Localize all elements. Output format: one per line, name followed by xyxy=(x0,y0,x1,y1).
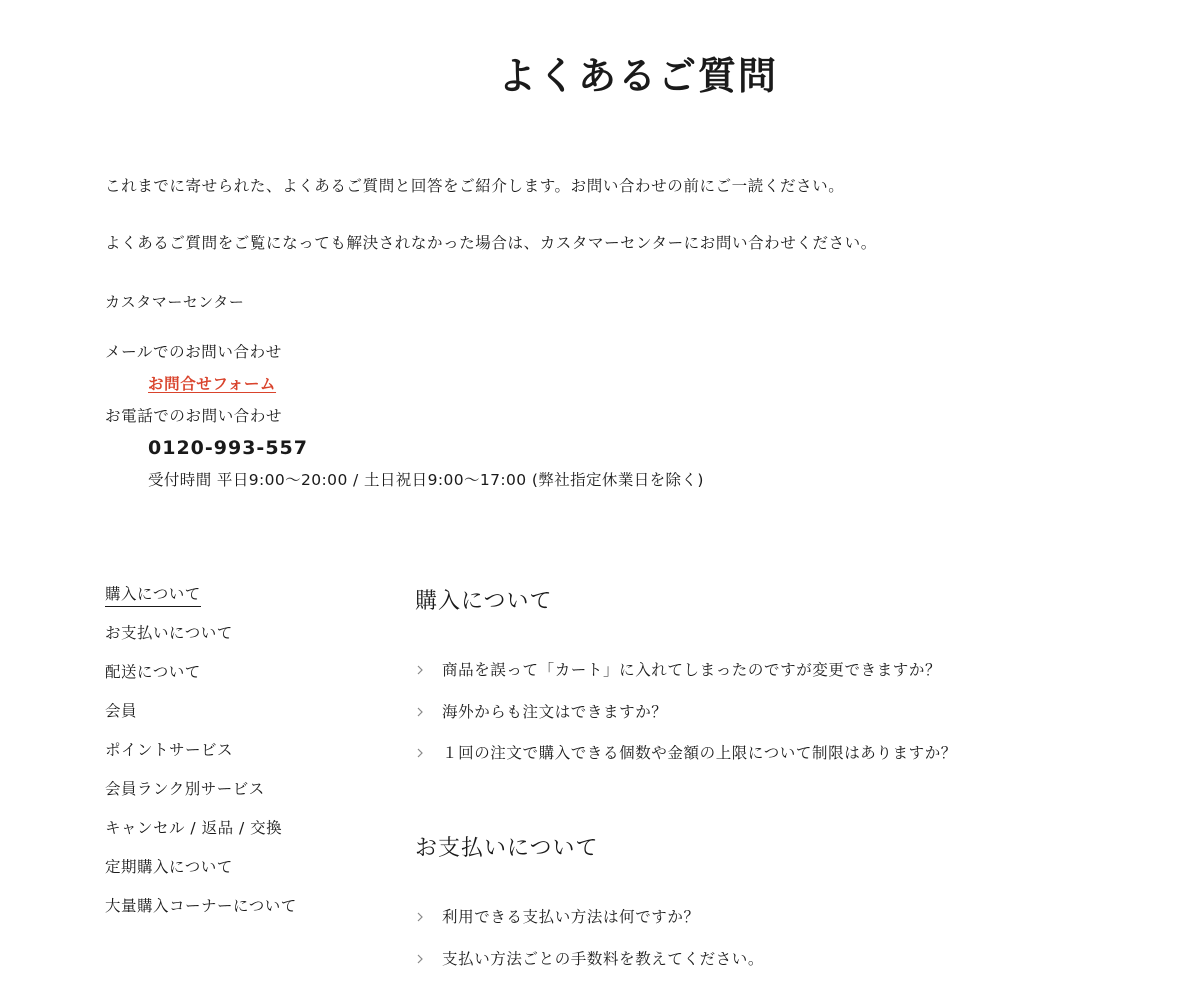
nav-item-bulk-purchase[interactable]: 大量購入コーナーについて xyxy=(105,897,297,915)
chevron-right-icon xyxy=(415,664,425,676)
mail-contact-label: メールでのお問い合わせ xyxy=(105,343,282,361)
page-title: よくあるご質問 xyxy=(497,54,778,98)
faq-question: 支払い方法ごとの手数料を教えてください。 xyxy=(442,950,765,968)
chevron-right-icon xyxy=(415,706,425,718)
customer-center-heading: カスタマーセンター xyxy=(105,293,245,311)
contact-form-link[interactable]: お問合せフォーム xyxy=(148,375,277,393)
nav-item-delivery[interactable]: 配送について xyxy=(105,663,201,681)
faq-question: 商品を誤って「カート」に入れてしまったのですが変更できますか？ xyxy=(442,661,942,679)
nav-item-points[interactable]: ポイントサービス xyxy=(105,741,234,759)
intro-text-1: これまでに寄せられた、よくあるご質問と回答をご紹介します。お問い合わせの前にご一読ください。 xyxy=(105,177,845,195)
nav-item-subscription[interactable]: 定期購入について xyxy=(105,858,233,876)
nav-item-purchase[interactable]: 購入について xyxy=(105,583,201,607)
business-hours: 受付時間 平日9:00〜20:00 / 土日祝日9:00〜17:00 (弊社指定休業日を除く) xyxy=(148,471,704,489)
chevron-right-icon xyxy=(415,953,425,965)
nav-item-member-rank[interactable]: 会員ランク別サービス xyxy=(105,780,265,798)
intro-text-2: よくあるご質問をご覧になっても解決されなかった場合は、カスタマーセンターにお問い合わせください。 xyxy=(105,234,877,252)
nav-item-payment[interactable]: お支払いについて xyxy=(105,624,233,642)
section-heading-payment: お支払いについて xyxy=(415,836,599,861)
nav-item-membership[interactable]: 会員 xyxy=(105,702,138,720)
faq-question: １回の注文で購入できる個数や金額の上限について制限はありますか？ xyxy=(442,744,957,762)
phone-number: 0120-993-557 xyxy=(148,437,308,459)
phone-contact-label: お電話でのお問い合わせ xyxy=(105,407,283,425)
section-heading-purchase: 購入について xyxy=(415,589,553,614)
faq-question: 利用できる支払い方法は何ですか？ xyxy=(442,908,700,926)
chevron-right-icon xyxy=(415,911,425,923)
faq-question: 海外からも注文はできますか？ xyxy=(442,703,668,721)
chevron-right-icon xyxy=(415,747,425,759)
nav-item-cancel-return[interactable]: キャンセル / 返品 / 交換 xyxy=(105,819,283,837)
